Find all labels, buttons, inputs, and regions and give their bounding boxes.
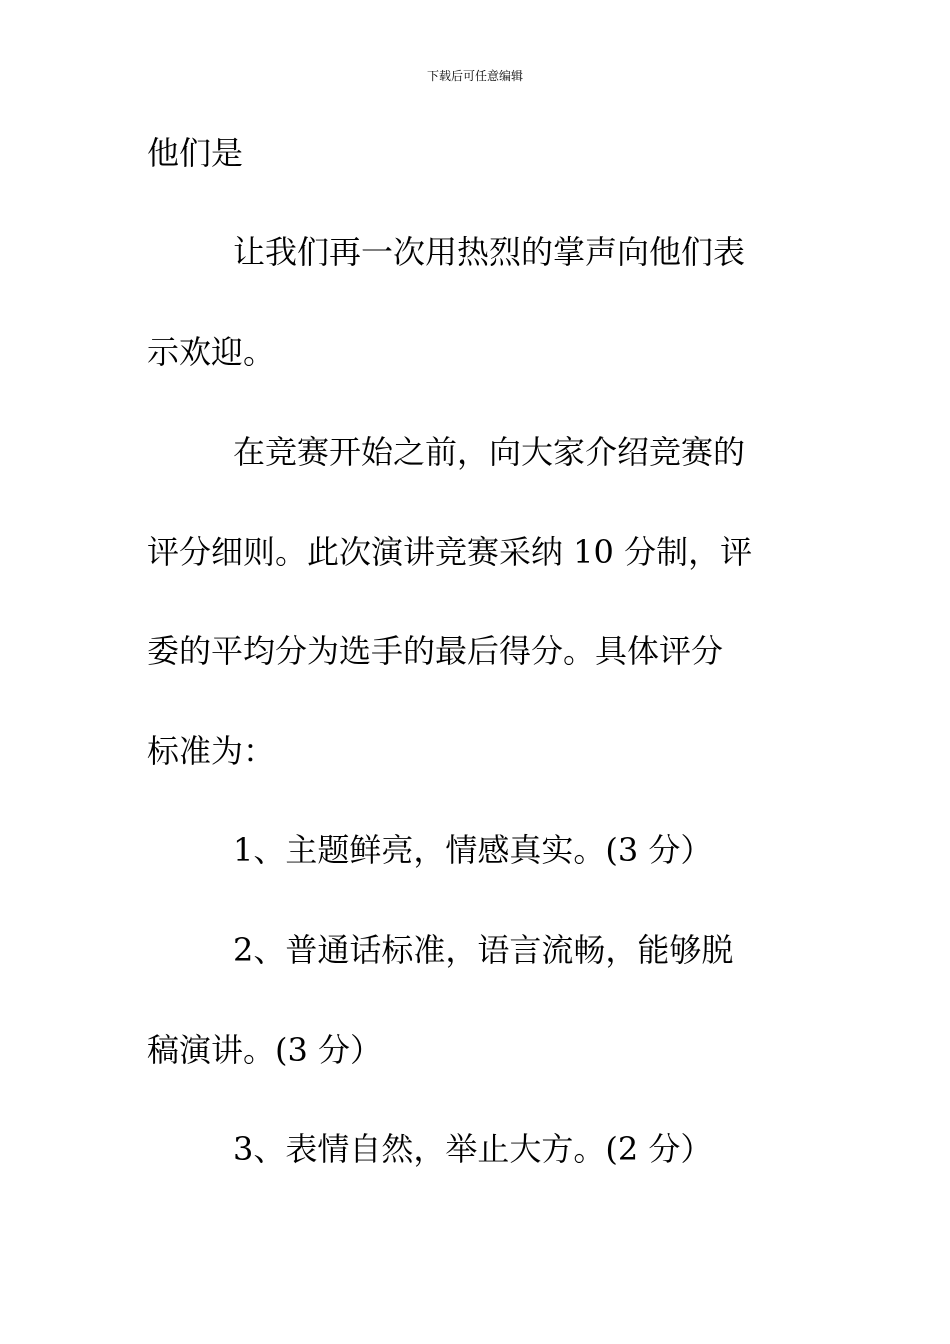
paragraph-line: 示欢迎。 — [147, 333, 276, 371]
paragraph-line: 他们是 — [147, 134, 244, 172]
paragraph-line: 在竞赛开始之前，向大家介绍竞赛的 — [233, 433, 746, 471]
list-item: 3、表情自然，举止大方。(2 分） — [233, 1130, 713, 1168]
list-item: 1、主题鲜亮，情感真实。(3 分） — [233, 831, 713, 869]
paragraph-line: 标准为： — [147, 732, 276, 770]
paragraph-line: 让我们再一次用热烈的掌声向他们表 — [233, 233, 746, 271]
paragraph-line: 稿演讲。(3 分） — [147, 1031, 383, 1069]
paragraph-line: 评分细则。此次演讲竞赛采纳 10 分制，评 — [147, 533, 753, 571]
paragraph-line: 委的平均分为选手的最后得分。具体评分 — [147, 632, 724, 670]
list-item: 2、普通话标准，语言流畅，能够脱 — [233, 931, 734, 969]
page-header-note: 下载后可任意编辑 — [426, 69, 523, 83]
